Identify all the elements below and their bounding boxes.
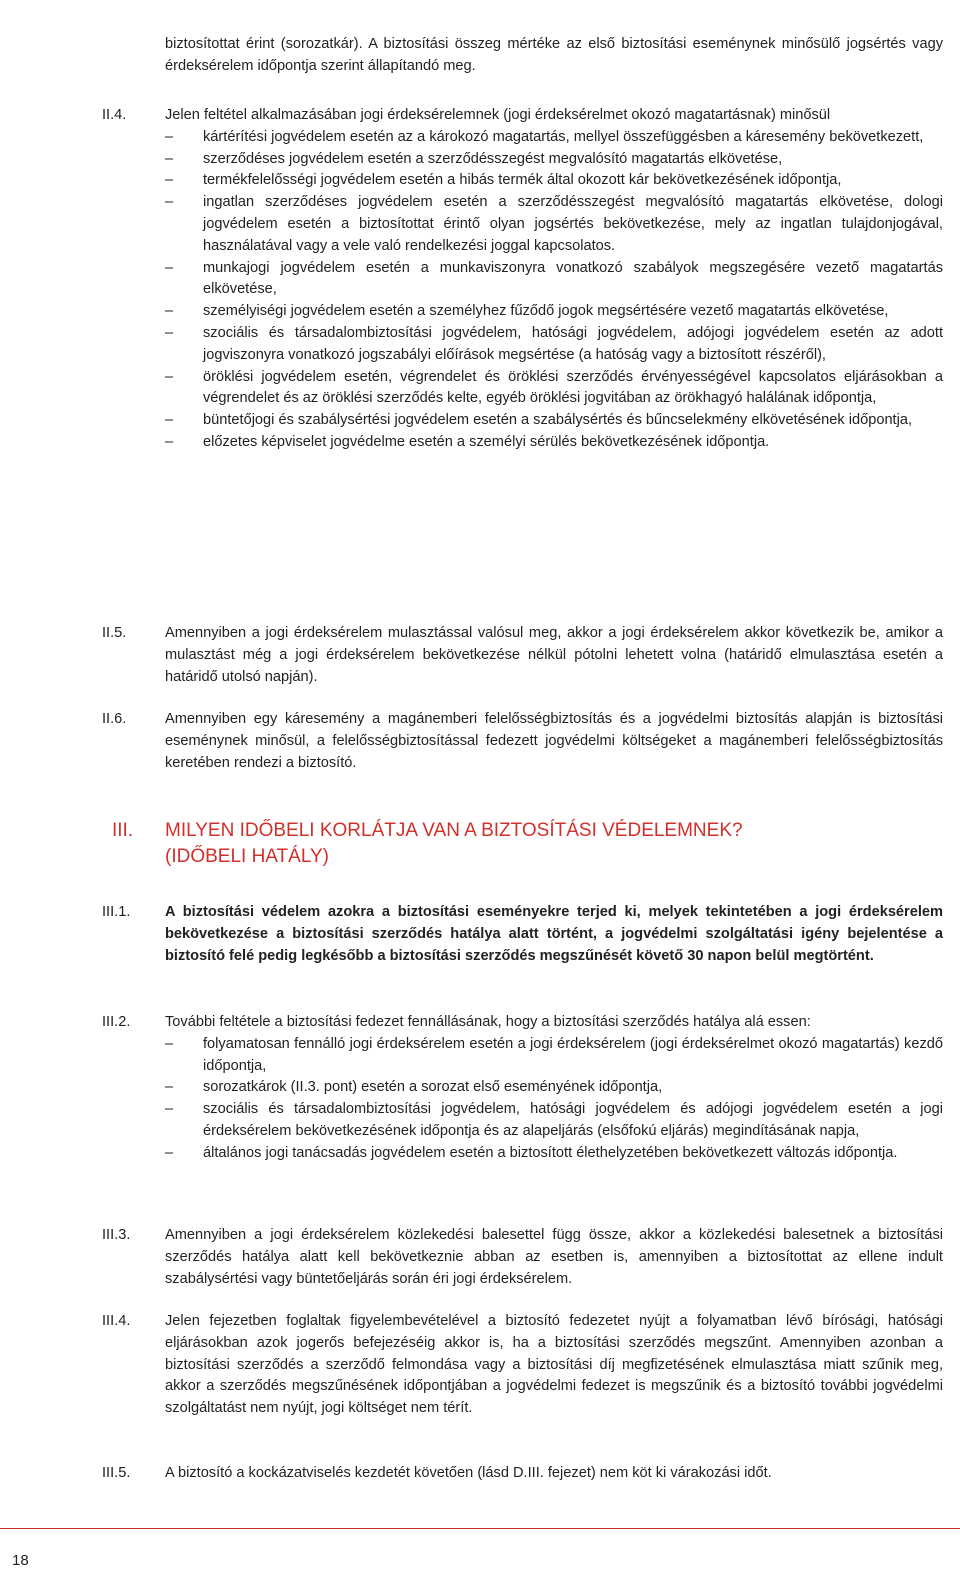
section-paragraph: Jelen fejezetben foglaltak figyelembevételével a biztosító fedezetet nyújt a folyamatban lévő bírósági, hatósági eljárásokban azok jogerős befejezéséig akkor is, ha a biztosítási szerződés megszűnt. Amennyiben azonban a biztosítási szerződés a szerződő felmondása vagy a biztosítási díj megfizetésének elmulasztása miatt szűnik meg, akkor a szerződés megszűnésének időpontjában a jogvédelmi fedezet is megszűnik és a biztosító további jogvédelmi szolgáltatást nem nyújt, jogi költséget nem térít. — [165, 1313, 943, 1417]
bullet-list — [165, 1034, 943, 1165]
section-number: II.4. — [102, 107, 127, 123]
list-item: – kártérítési jogvédelem esetén az a károkozó magatartás, mellyel összefüggésben a káresemény bekövetkezett, — [165, 127, 943, 149]
list-item: – személyiségi jogvédelem esetén a személyhez fűződő jogok megsértésére vezető magatartás elkövetése, — [165, 301, 943, 323]
dash-icon: – — [165, 368, 174, 385]
dash-icon: – — [165, 1101, 174, 1118]
dash-icon: – — [165, 172, 174, 189]
list-item: – szociális és társadalombiztosítási jogvédelem, hatósági jogvédelem és adójogi jogvédelem esetén a jogi érdeksérelem bekövetkezésének időpontja és az alapeljárás (elsőfokú eljárás) megindításának napja, — [165, 1101, 943, 1139]
dash-icon: – — [165, 194, 174, 211]
list-item: – ingatlan szerződéses jogvédelem esetén a szerződésszegést megvalósító magatartás elkövetése, dologi jogvédelem esetén a biztosítottat érintő olyan jogsértés bekövetkezése, mely az ingatlan tulajdonjogával, használatával vagy a vele való rendelkezési joggal kapcsolatos. — [165, 194, 943, 254]
chapter-title — [165, 818, 925, 870]
dash-icon: – — [165, 1144, 174, 1161]
page-number: 18 — [12, 1552, 29, 1569]
section-lead: Jelen feltétel alkalmazásában jogi érdeksérelemnek (jogi érdeksérelmet okozó magatartásnak) minősül — [165, 107, 831, 123]
footer-divider — [0, 1528, 960, 1529]
section-lead: További feltétele a biztosítási fedezet fennállásának, hogy a biztosítási szerződés hatálya alá essen: — [165, 1014, 811, 1030]
list-item: – általános jogi tanácsadás jogvédelem esetén a biztosított élethelyzetében bekövetkezett változás időpontja. — [165, 1143, 943, 1165]
chapter-number: III. — [112, 820, 134, 841]
section-number: III.4. — [102, 1313, 131, 1329]
dash-icon: – — [165, 412, 174, 429]
dash-icon: – — [165, 324, 174, 341]
list-item: – termékfelelősségi jogvédelem esetén a hibás termék által okozott kár bekövetkezésének időpontja, — [165, 170, 943, 192]
dash-icon: – — [165, 303, 174, 320]
list-item: – folyamatosan fennálló jogi érdeksérelem esetén a jogi érdeksérelem (jogi érdeksérelmet okozó magatartás) kezdő időpontja, — [165, 1035, 943, 1074]
chapter-title-line: MILYEN IDŐBELI KORLÁTJA VAN A BIZTOSÍTÁSI VÉDELEMNEK? — [165, 820, 743, 841]
dash-icon: – — [165, 128, 174, 145]
list-item: – büntetőjogi és szabálysértési jogvédelem esetén a szabálysértés és bűncselekmény elkövetésének időpontja, — [165, 410, 943, 432]
intro-paragraph: biztosítottat érint (sorozatkár). A biztosítási összeg mértéke az első biztosítási eseménynek minősülő jogsértés vagy érdeksérelem időpontja szerint állapítandó meg. — [165, 36, 943, 74]
section-number: III.2. — [102, 1014, 131, 1030]
list-item: – szociális és társadalombiztosítási jogvédelem, hatósági jogvédelem, adójogi jogvédelem esetén az adott jogviszonyra vonatkozó jogszabályi előírások megsértése (a hatóság vagy a biztosított részéről), — [165, 324, 943, 363]
section-paragraph: Amennyiben a jogi érdeksérelem közlekedési balesettel függ össze, akkor a közlekedési balesetnek a biztosítási szerződés hatálya alatt kell bekövetkeznie abban az esetben is, amennyiben a biztosítottat az ellene indult szabálysértési vagy büntetőeljárás során éri jogi érdeksérelem. — [165, 1227, 943, 1287]
section-paragraph: Amennyiben egy káresemény a magánemberi felelősségbiztosítás és a jogvédelmi biztosítás alapján is biztosítási eseménynek minősül, a felelősségbiztosítással fedezett jogvédelmi költségeket a magánemberi felelősségbiztosítás keretében rendezi a biztosító. — [165, 711, 943, 771]
list-item: – szerződéses jogvédelem esetén a szerződésszegést megvalósító magatartás elkövetése, — [165, 149, 943, 171]
dash-icon: – — [165, 1035, 174, 1052]
list-item: – előzetes képviselet jogvédelme esetén a személyi sérülés bekövetkezésének időpontja. — [165, 432, 943, 454]
dash-icon: – — [165, 259, 174, 276]
dash-icon: – — [165, 1079, 174, 1096]
dash-icon: – — [165, 150, 174, 167]
dash-icon: – — [165, 433, 174, 450]
section-body — [165, 105, 943, 454]
chapter-title-line: (IDŐBELI HATÁLY) — [165, 846, 329, 867]
section-number: II.6. — [102, 711, 127, 727]
list-item: – munkajogi jogvédelem esetén a munkaviszonyra vonatkozó szabályok megszegésére vezető magatartás elkövetése, — [165, 259, 943, 298]
list-item: – sorozatkárok (II.3. pont) esetén a sorozat első eseményének időpontja, — [165, 1077, 943, 1099]
section-number: III.3. — [102, 1227, 131, 1243]
section-number: II.5. — [102, 625, 127, 641]
section-paragraph: A biztosító a kockázatviselés kezdetét követően (lásd D.III. fejezet) nem köt ki várakozási időt. — [165, 1465, 772, 1481]
section-paragraph: Amennyiben a jogi érdeksérelem mulasztással valósul meg, akkor a jogi érdeksérelem akkor következik be, amikor a mulasztást még a jogi érdeksérelem bekövetkezése nélkül pótolni lehetett volna (határidő elmulasztása esetén a határidő utolsó napján). — [165, 625, 943, 685]
bullet-list — [165, 127, 943, 454]
section-number: III.1. — [102, 904, 131, 920]
section-paragraph: A biztosítási védelem azokra a biztosítási eseményekre terjed ki, melyek tekintetében a jogi érdeksérelem bekövetkezése a biztosítási szerződés hatálya alatt történt, a jogvédelmi szolgáltatási igény bejelentése a biztosító felé pedig legkésőbb a biztosítási szerződés megszűnését követő 30 napon belül megtörtént. — [165, 904, 943, 964]
list-item: – öröklési jogvédelem esetén, végrendelet és öröklési szerződés érvényességével kapcsolatos eljárásokban a végrendelet és az öröklési szerződés kelte, egyéb öröklési jogvitában az örökhagyó halálának időpontja, — [165, 368, 943, 407]
section-body — [165, 1012, 943, 1165]
section-number: III.5. — [102, 1465, 131, 1481]
